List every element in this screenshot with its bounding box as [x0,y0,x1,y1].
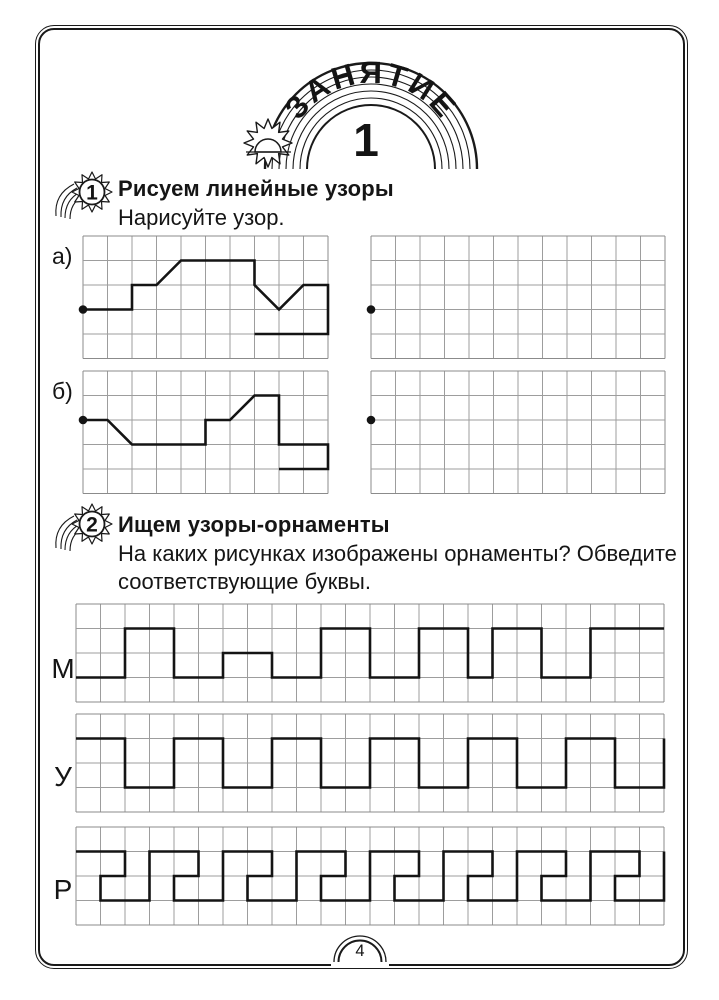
task2-instruction-line1: На каких рисунках изображены орнаменты? Обведите [118,541,677,566]
task1-instruction: Нарисуйте узор. [118,205,285,230]
task1-icon [50,170,114,222]
grid-ornament-u [71,711,668,817]
sun-icon [244,119,292,167]
task2-title: Ищем узоры-орнаменты [118,512,390,537]
item-a-label: а) [52,243,73,269]
grid-a-pattern [78,233,332,364]
page-number: 4 [355,942,365,960]
grid-ornament-m [71,601,668,707]
grid-b-pattern [78,368,332,499]
option-letter-r: Р [53,874,73,905]
grid-b-blank [366,368,669,499]
page-number-badge [327,927,393,969]
task2-instruction-line2: соответствующие буквы. [118,569,371,594]
task1-title: Рисуем линейные узоры [118,176,394,201]
banner-arc-text: ЗАНЯТИЕ [277,54,465,126]
task2-number: 2 [86,513,98,537]
task2-icon [50,502,114,554]
item-b-label: б) [52,378,73,404]
task1-number: 1 [86,181,98,205]
option-letter-u: У [54,761,72,792]
lesson-banner [218,50,503,170]
banner-lesson-number: 1 [353,114,379,166]
option-letter-m: М [51,653,75,684]
grid-ornament-r [71,824,668,930]
grid-a-blank [366,233,669,364]
